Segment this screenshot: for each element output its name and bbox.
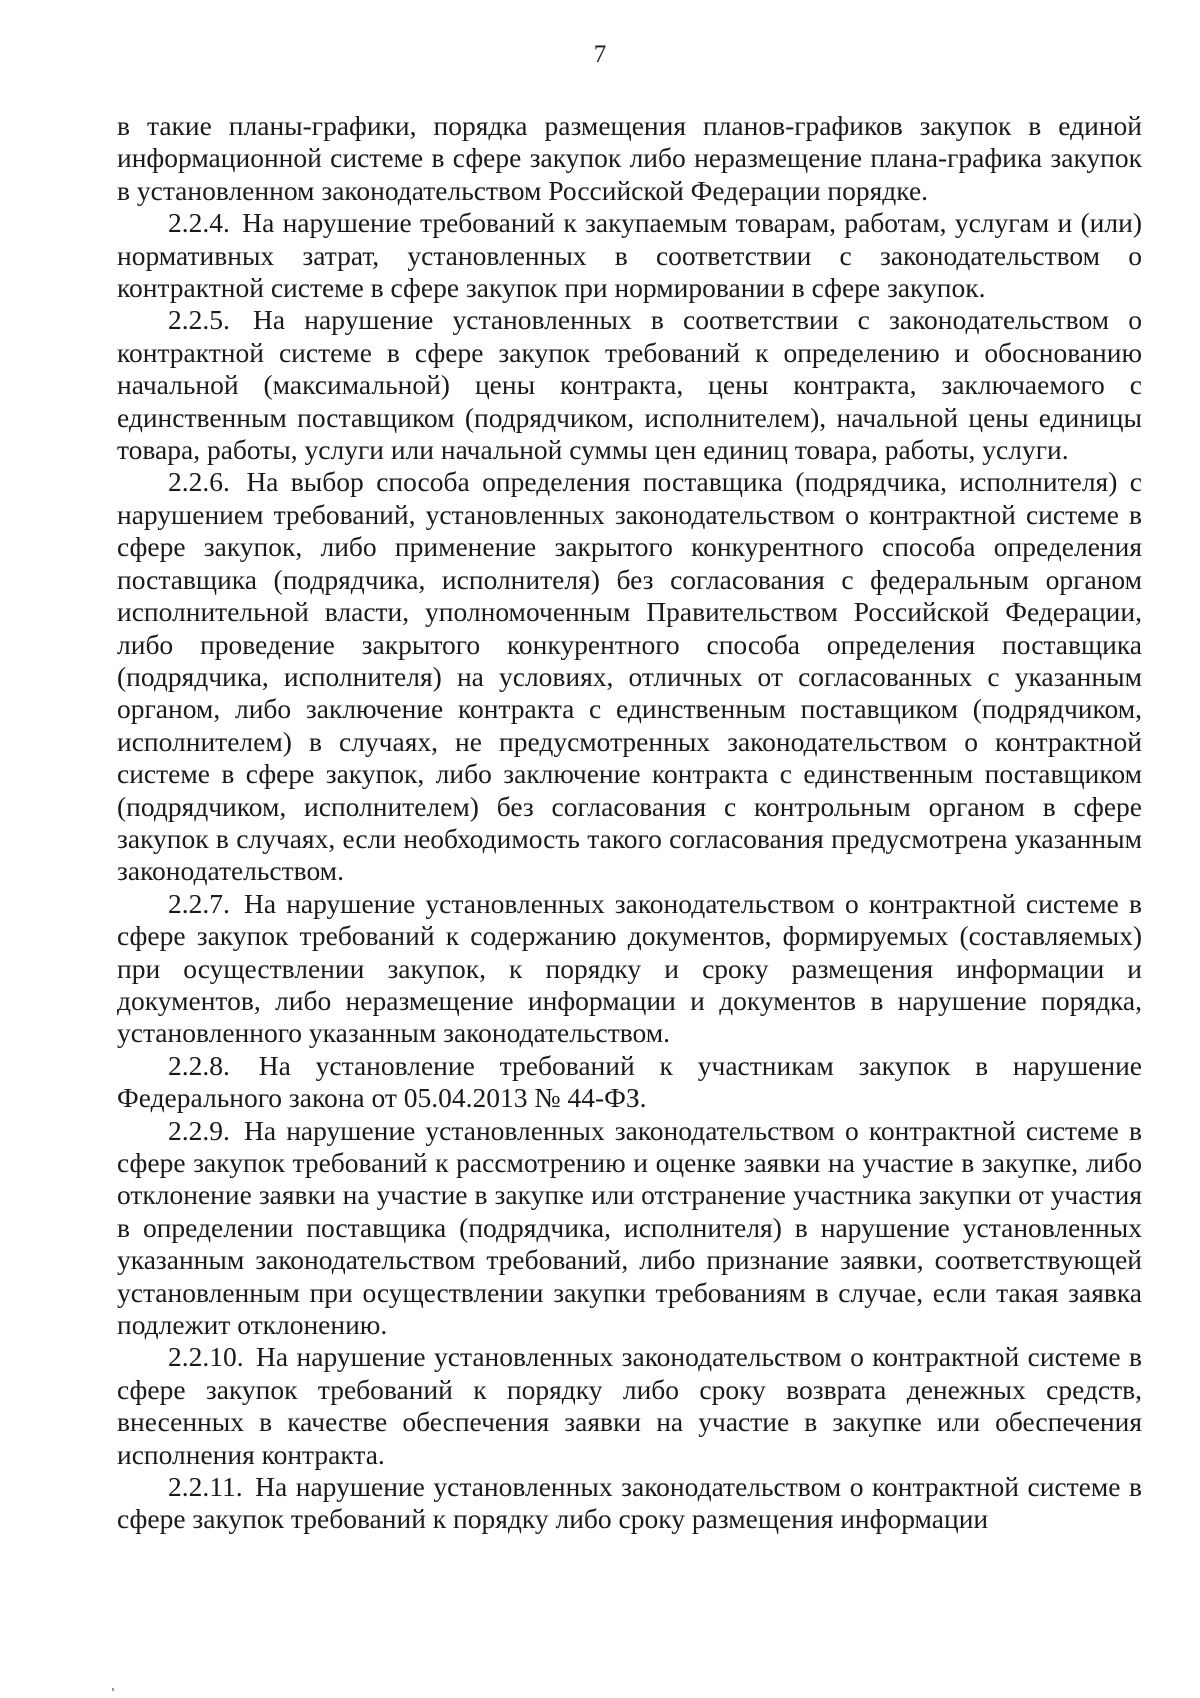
paragraph-2-2-10 <box>117 1341 1142 1471</box>
paragraph-text: На нарушение установленных законодательством о контрактной системе в сфере закупок требований к рассмотрению и оценке заявки на участие в закупке, либо отклонение заявки на участие в закупке или отстранение участника закупки от участия в определении поставщика (подрядчика, исполнителя) в нарушение установленных указанным законодательством требований, либо признание заявки, соответствующей установленным при осуществлении закупки требованиям в случае, если такая заявка подлежит отклонению. <box>117 1114 1142 1341</box>
paragraph-2-2-8 <box>117 1050 1142 1115</box>
paragraph-text: На установление требований к участникам закупок в нарушение Федерального закона от 05.04.2013 № 44-ФЗ. <box>117 1049 1143 1114</box>
paragraph-text: На нарушение установленных в соответствии с законодательством о контрактной системе в сфере закупок требований к определению и обоснованию начальной (максимальной) цены контракта, цены контракта, заключаемого с единственным поставщиком (подрядчиком, исполнителем), начальной цены единицы товара, работы, услуги или начальной суммы цен единиц товара, работы, услуги. <box>117 304 1142 466</box>
paragraph-text: На нарушение требований к закупаемым товарам, работам, услугам и (или) нормативных затрат, установленных в соответствии с законодательством о контрактной системе в сфере закупок при нормировании в сфере закупок. <box>117 207 1142 304</box>
paragraph-text: На нарушение установленных законодательством о контрактной системе в сфере закупок требований к порядку либо сроку возврата денежных средств, внесенных в качестве обеспечения заявки на участие в закупке или обеспечения исполнения контракта. <box>117 1341 1142 1470</box>
paragraph-2-2-9 <box>117 1115 1142 1342</box>
paragraph-number: 2.2.11. <box>168 1471 243 1503</box>
paragraph-number: 2.2.8. <box>168 1049 230 1081</box>
paragraph-number: 2.2.6. <box>168 466 230 498</box>
document-body <box>117 110 1142 1536</box>
paragraph-number: 2.2.4. <box>168 207 230 239</box>
paragraph-number: 2.2.10. <box>168 1341 244 1373</box>
scan-artifact <box>112 1688 114 1691</box>
page-number: 7 <box>593 41 607 68</box>
paragraph-2-2-5 <box>117 304 1142 466</box>
paragraph-continuation <box>117 110 1142 207</box>
paragraph-text: На нарушение установленных законодательством о контрактной системе в сфере закупок требований к порядку либо сроку размещения информации <box>117 1471 1142 1535</box>
paragraph-2-2-4 <box>117 207 1142 304</box>
paragraph-text: в такие планы-графики, порядка размещения планов-графиков закупок в единой информационной системе в сфере закупок либо неразмещение плана-графика закупок в установленном законодательством Российской Федерации порядке. <box>117 110 1142 206</box>
paragraph-number: 2.2.9. <box>168 1114 230 1146</box>
paragraph-text: На нарушение установленных законодательством о контрактной системе в сфере закупок требований к содержанию документов, формируемых (составляемых) при осуществлении закупок, к порядку и сроку размещения информации и документов, либо неразмещение информации и документов в нарушение порядка, установленного указанным законодательством. <box>117 887 1142 1049</box>
paragraph-number: 2.2.7. <box>168 887 230 919</box>
paragraph-text: На выбор способа определения поставщика (подрядчика, исполнителя) с нарушением требований, установленных законодательством о контрактной системе в сфере закупок, либо применение закрытого конкурентного способа определения поставщика (подрядчика, исполнителя) без согласования с федеральным органом исполнительной власти, уполномоченным Правительством Российской Федерации, либо проведение закрытого конкурентного способа определения поставщика (подрядчика, исполнителя) на условиях, отличных от согласованных с указанным органом, либо заключение контракта с единственным поставщиком (подрядчиком, исполнителем) в случаях, не предусмотренных законодательством о контрактной системе в сфере закупок, либо заключение контракта с единственным поставщиком (подрядчиком, исполнителем) без согласования с контрольным органом в сфере закупок в случаях, если необходимость такого согласования предусмотрена указанным законодательством. <box>117 466 1143 887</box>
paragraph-2-2-7 <box>117 888 1142 1050</box>
paragraph-2-2-6 <box>117 466 1142 887</box>
paragraph-number: 2.2.5. <box>168 304 230 336</box>
paragraph-2-2-11 <box>117 1471 1142 1536</box>
